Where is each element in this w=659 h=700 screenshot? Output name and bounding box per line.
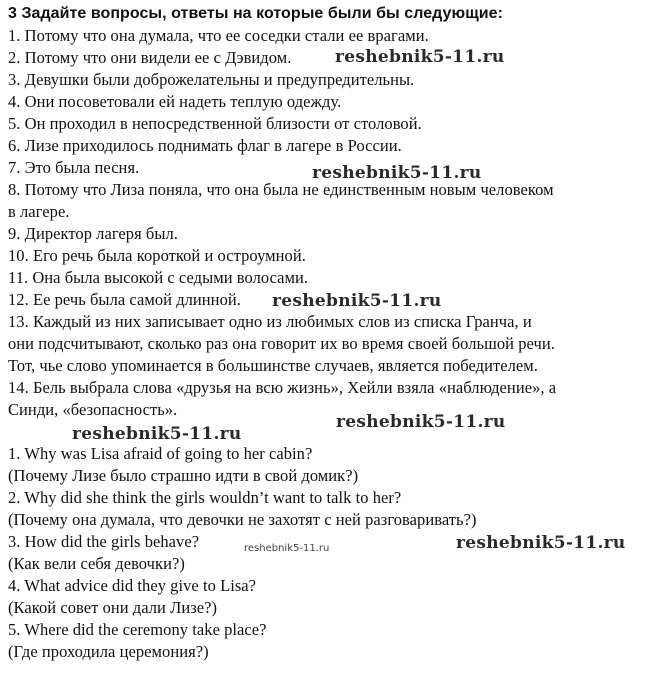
answer-line: 9. Директор лагеря был. bbox=[8, 224, 178, 243]
answer-line: 2. Потому что они видели ее с Дэвидом. bbox=[8, 48, 292, 67]
question-translation: (Где проходила церемония?) bbox=[8, 642, 209, 661]
question-line: 5. Where did the ceremony take place? bbox=[8, 620, 267, 639]
watermark: reshebnik5-11.ru bbox=[336, 412, 506, 432]
answer-line: 1. Потому что она думала, что ее соседки стали ее врагами. bbox=[8, 26, 429, 45]
answer-line: 11. Она была высокой с седыми волосами. bbox=[8, 268, 309, 287]
question-line: 1. Why was Lisa afraid of going to her cabin? bbox=[8, 444, 313, 463]
answer-line: 14. Бель выбрала слова «друзья на всю жизнь», Хейли взяла «наблюдение», а bbox=[8, 378, 557, 397]
answer-line: 7. Это была песня. bbox=[8, 158, 140, 177]
answer-line: 8. Потому что Лиза поняла, что она была не единственным новым человеком bbox=[8, 180, 554, 199]
watermark: reshebnik5-11.ru bbox=[335, 47, 505, 67]
task-heading: 3 Задайте вопросы, ответы на которые были бы следующие: bbox=[8, 5, 503, 22]
watermark: reshebnik5-11.ru bbox=[312, 163, 482, 183]
watermark: reshebnik5-11.ru bbox=[456, 533, 626, 553]
question-translation: (Почему она думала, что девочки не захотят с ней разговаривать?) bbox=[8, 510, 477, 529]
question-line: 2. Why did she think the girls wouldn’t want to talk to her? bbox=[8, 488, 402, 507]
answer-line: 12. Ее речь была самой длинной. bbox=[8, 290, 241, 309]
answer-line: в лагере. bbox=[8, 202, 70, 221]
answer-line: 4. Они посоветовали ей надеть теплую одежду. bbox=[8, 92, 342, 111]
question-translation: (Почему Лизе было страшно идти в свой домик?) bbox=[8, 466, 359, 485]
answer-line: Синди, «безопасность». bbox=[8, 400, 178, 419]
question-line: 4. What advice did they give to Lisa? bbox=[8, 576, 257, 595]
answer-line: 13. Каждый из них записывает одно из любимых слов из списка Гранча, и bbox=[8, 312, 532, 331]
watermark-small: reshebnik5-11.ru bbox=[244, 543, 330, 554]
question-line: 3. How did the girls behave? bbox=[8, 532, 200, 551]
answer-line: Тот, чье слово упоминается в большинстве случаев, является победителем. bbox=[8, 356, 538, 375]
watermark: reshebnik5-11.ru bbox=[72, 424, 242, 444]
answer-line: 6. Лизе приходилось поднимать флаг в лагере в России. bbox=[8, 136, 402, 155]
watermark: reshebnik5-11.ru bbox=[272, 291, 442, 311]
question-translation: (Какой совет они дали Лизе?) bbox=[8, 598, 218, 617]
answer-line: 3. Девушки были доброжелательны и предупредительны. bbox=[8, 70, 415, 89]
answer-line: 10. Его речь была короткой и остроумной. bbox=[8, 246, 306, 265]
answer-line: они подсчитывают, сколько раз она говорит их во время своей большой речи. bbox=[8, 334, 555, 353]
answer-line: 5. Он проходил в непосредственной близости от столовой. bbox=[8, 114, 422, 133]
question-translation: (Как вели себя девочки?) bbox=[8, 554, 185, 573]
